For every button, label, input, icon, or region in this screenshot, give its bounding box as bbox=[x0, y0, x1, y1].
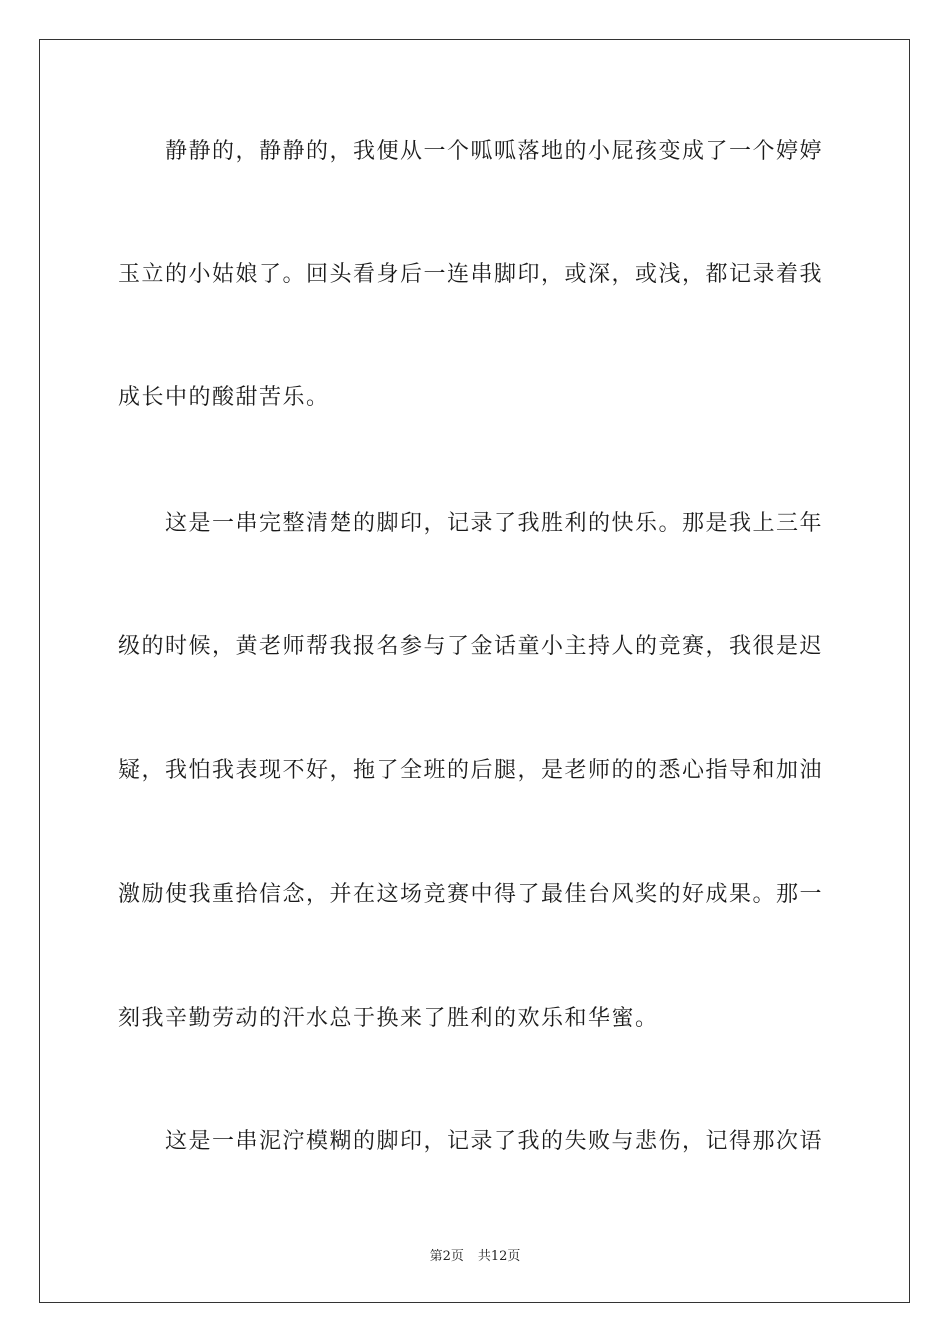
page-border bbox=[39, 39, 910, 1303]
page-footer bbox=[0, 1249, 950, 1265]
page-number: 第2页 bbox=[429, 1249, 464, 1264]
paragraph-2-line-1: 这是一串完整清楚的脚印，记录了我胜利的快乐。那是我上三年 bbox=[165, 511, 824, 536]
paragraph-1-line-3: 成长中的酸甜苦乐。 bbox=[118, 385, 330, 410]
paragraph-2-line-5: 刻我辛勤劳动的汗水总于换来了胜利的欢乐和华蜜。 bbox=[118, 1006, 659, 1031]
paragraph-2-line-2: 级的时候，黄老师帮我报名参与了金话童小主持人的竞赛，我很是迟 bbox=[118, 634, 824, 659]
page-total: 共12页 bbox=[477, 1249, 521, 1264]
paragraph-2-line-3: 疑，我怕我表现不好，拖了全班的后腿，是老师的的悉心指导和加油 bbox=[118, 758, 824, 783]
paragraph-3-line-1: 这是一串泥泞模糊的脚印，记录了我的失败与悲伤，记得那次语 bbox=[165, 1129, 824, 1154]
paragraph-1-line-2: 玉立的小姑娘了。回头看身后一连串脚印，或深，或浅，都记录着我 bbox=[118, 262, 824, 287]
paragraph-1-line-1: 静静的，静静的，我便从一个呱呱落地的小屁孩变成了一个婷婷 bbox=[165, 139, 824, 164]
paragraph-2-line-4: 激励使我重拾信念，并在这场竞赛中得了最佳台风奖的好成果。那一 bbox=[118, 882, 824, 907]
